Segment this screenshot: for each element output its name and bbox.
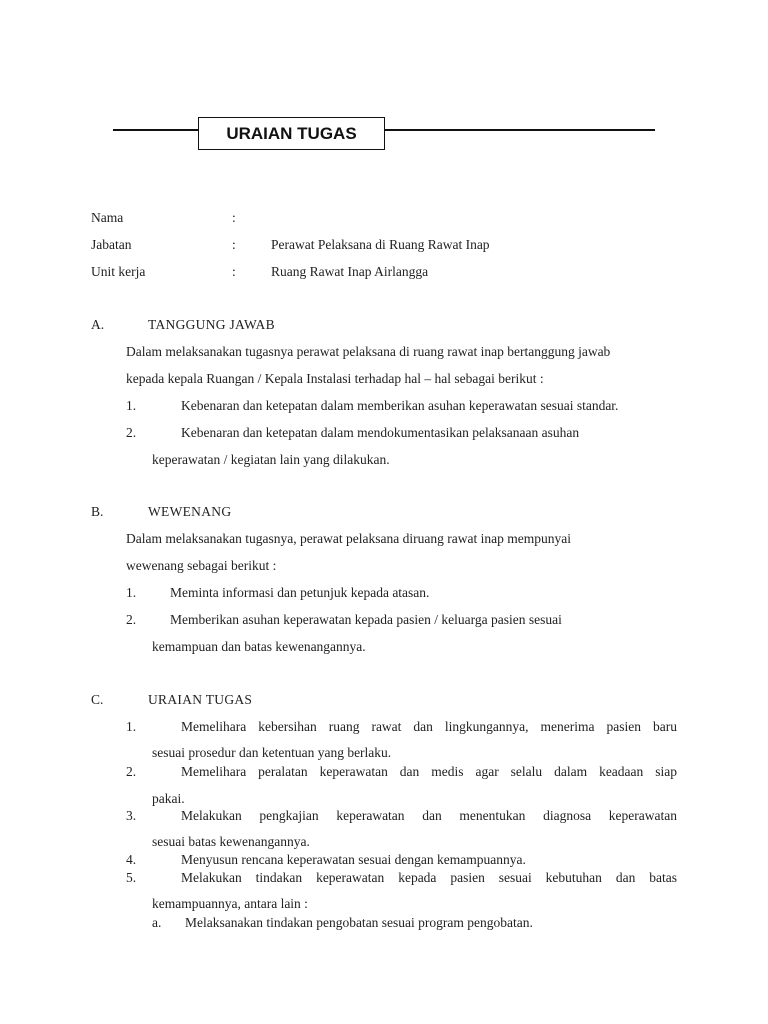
section-a-item-1-num: 1.	[126, 398, 137, 413]
info-label-unit-kerja: Unit kerja	[91, 264, 146, 279]
section-a-item-2-continuation: keperawatan / kegiatan lain yang dilakukan.	[152, 452, 390, 467]
info-value-jabatan: Perawat Pelaksana di Ruang Rawat Inap	[271, 237, 490, 252]
section-c-item-4-num: 4.	[126, 852, 137, 867]
info-sep-nama: :	[232, 210, 236, 225]
section-b-item-2-continuation: kemampuan dan batas kewenangannya.	[152, 639, 366, 654]
section-c-item-4-text: Menyusun rencana keperawatan sesuai dengan kemampuannya.	[181, 852, 526, 867]
section-c-item-1-num: 1.	[126, 719, 137, 734]
section-a-item-1-text: Kebenaran dan ketepatan dalam memberikan asuhan keperawatan sesuai standar.	[181, 398, 619, 413]
section-a-heading: TANGGUNG JAWAB	[148, 317, 275, 332]
section-c-item-5-continuation: kemampuannya, antara lain :	[152, 896, 308, 911]
section-b-intro-line-2: wewenang sebagai berikut :	[126, 558, 277, 573]
title-rule-left	[113, 129, 199, 131]
section-b-item-2-text: Memberikan asuhan keperawatan kepada pasien / keluarga pasien sesuai	[170, 612, 562, 627]
section-c-letter: C.	[91, 692, 104, 707]
section-c-heading: URAIAN TUGAS	[148, 692, 253, 707]
section-a-item-2-num: 2.	[126, 425, 137, 440]
info-value-unit-kerja: Ruang Rawat Inap Airlangga	[271, 264, 429, 279]
section-c-item-1-continuation: sesuai prosedur dan ketentuan yang berlaku.	[152, 745, 392, 760]
section-b-item-1-text: Meminta informasi dan petunjuk kepada atasan.	[170, 585, 430, 600]
title-rule-right	[385, 129, 655, 131]
section-c-item-3-num: 3.	[126, 808, 137, 823]
section-b-intro-line-1: Dalam melaksanakan tugasnya, perawat pelaksana diruang rawat inap mempunyai	[126, 531, 571, 546]
section-a-item-2-text: Kebenaran dan ketepatan dalam mendokumentasikan pelaksanaan asuhan	[181, 425, 580, 440]
section-a-intro-line-2: kepada kepala Ruangan / Kepala Instalasi terhadap hal – hal sebagai berikut :	[126, 371, 544, 386]
section-c-item-1-text: Memelihara kebersihan ruang rawat dan lingkungannya, menerima pasien baru	[181, 719, 677, 734]
section-c-subitem-a-letter: a.	[152, 915, 162, 930]
info-sep-jabatan: :	[232, 237, 236, 252]
info-label-nama: Nama	[91, 210, 124, 225]
info-label-jabatan: Jabatan	[91, 237, 132, 252]
info-sep-unit-kerja: :	[232, 264, 236, 279]
section-a-intro-line-1: Dalam melaksanakan tugasnya perawat pelaksana di ruang rawat inap bertanggung jawab	[126, 344, 611, 359]
section-c-item-3-continuation: sesuai batas kewenangannya.	[152, 834, 310, 849]
section-b-heading: WEWENANG	[148, 504, 232, 519]
section-c-item-2-continuation: pakai.	[152, 791, 185, 806]
title-box	[198, 117, 385, 150]
section-c-item-3-text: Melakukan pengkajian keperawatan dan menentukan diagnosa keperawatan	[181, 808, 677, 823]
section-c-item-5-num: 5.	[126, 870, 137, 885]
section-b-item-2-num: 2.	[126, 612, 137, 627]
section-c-item-2-num: 2.	[126, 764, 137, 779]
section-c-item-2-text: Memelihara peralatan keperawatan dan medis agar selalu dalam keadaan siap	[181, 764, 677, 779]
section-b-item-1-num: 1.	[126, 585, 137, 600]
document-title: URAIAN TUGAS	[226, 123, 357, 143]
section-c-subitem-a-text: Melaksanakan tindakan pengobatan sesuai program pengobatan.	[185, 915, 533, 930]
section-b-letter: B.	[91, 504, 104, 519]
section-c-item-5-text: Melakukan tindakan keperawatan kepada pasien sesuai kebutuhan dan batas	[181, 870, 677, 885]
section-a-letter: A.	[91, 317, 105, 332]
